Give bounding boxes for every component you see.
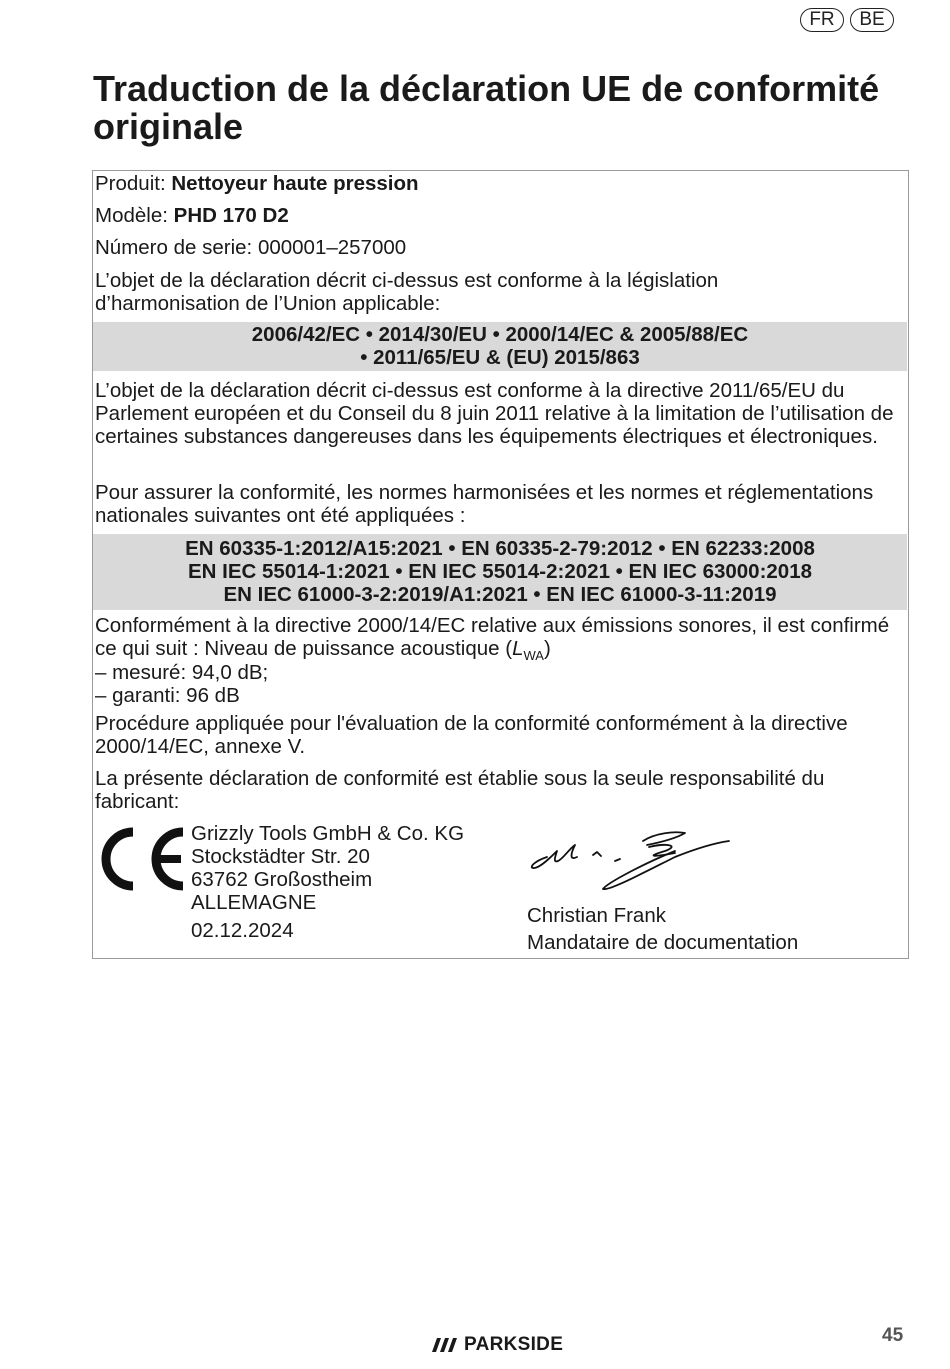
signer-role: Mandataire de documentation [527,931,799,954]
address-city: 63762 Großostheim [191,868,373,891]
guaranteed-value: – garanti: 96 dB [95,684,240,707]
product-line [95,172,905,195]
noise-close: ) [543,637,551,660]
page-number: 45 [882,1325,904,1346]
rohs-text: L’objet de la déclaration décrit ci-dessus est conforme à la directive 2011/65/EU du Parlement européen et du Conseil du 8 juin 2011 relative à la limitation de l’utilisation de certaines substances dangereuses dans les équipements électriques et électroniques. [95,379,894,448]
standard-line: EN 60335-1:2012/A15:2021 • EN 60335-2-79:2012 • EN 62233:2008 [185,537,815,560]
directives-block [93,322,907,371]
lang-badge-fr: FR [800,8,844,32]
page-title: Traduction de la déclaration UE de conformité originale [93,68,880,147]
noise-text [95,614,905,667]
serial-value: 000001–257000 [257,236,407,259]
manufacturer-address [191,822,464,942]
legislation-intro: L’objet de la déclaration décrit ci-dessus est conforme à la législation d’harmonisation de l’Union applicable: [95,269,719,315]
standards-intro: Pour assurer la conformité, les normes harmonisées et les normes et réglementations nationales suivantes ont été appliquées : [95,481,874,527]
model-value: PHD 170 D2 [173,204,289,227]
noise-sentence: Conformément à la directive 2000/14/EC relative aux émissions sonores, il est confirmé ce qui suit : Niveau de puissance acoustique ( [95,614,890,660]
serial-line [95,236,905,259]
signature-icon [525,821,735,901]
model-line [95,204,905,227]
lang-badge-be: BE [850,8,894,32]
standards-block [93,534,907,610]
standard-line: EN IEC 55014-1:2021 • EN IEC 55014-2:2021 • EN IEC 63000:2018 [187,560,813,583]
signer-name: Christian Frank [527,904,666,927]
noise-symbol: L [512,637,524,660]
address-company: Grizzly Tools GmbH & Co. KG [191,822,465,845]
standard-line: EN IEC 61000-3-2:2019/A1:2021 • EN IEC 61000-3-11:2019 [223,583,777,606]
ce-mark-icon [95,826,187,892]
language-badges [800,8,894,32]
signer-block [527,902,798,956]
responsibility-text: La présente déclaration de conformité est établie sous la seule responsabilité du fabricant: [95,767,825,813]
serial-label: Número de serie: [95,236,253,259]
address-street: Stockstädter Str. 20 [191,845,370,868]
directive-line: 2006/42/EC • 2014/30/EU • 2000/14/EC & 2005/88/EC [251,323,749,346]
measured-value: – mesuré: 94,0 dB; [95,661,269,684]
address-country: ALLEMAGNE [191,891,317,914]
noise-subscript: WA [523,648,544,664]
brand-footer [432,1334,563,1356]
product-value: Nettoyeur haute pression [171,172,419,195]
declaration-box [92,170,909,959]
model-label: Modèle: [95,204,168,227]
declaration-date: 02.12.2024 [191,919,294,942]
directive-line: • 2011/65/EU & (EU) 2015/863 [360,346,640,369]
product-label: Produit: [95,172,166,195]
parkside-slashes-icon [432,1338,458,1352]
procedure-text: Procédure appliquée pour l'évaluation de la conformité conformément à la directive 2000/14/EC, annexe V. [95,712,848,758]
brand-logo: PARKSIDE [464,1334,564,1355]
